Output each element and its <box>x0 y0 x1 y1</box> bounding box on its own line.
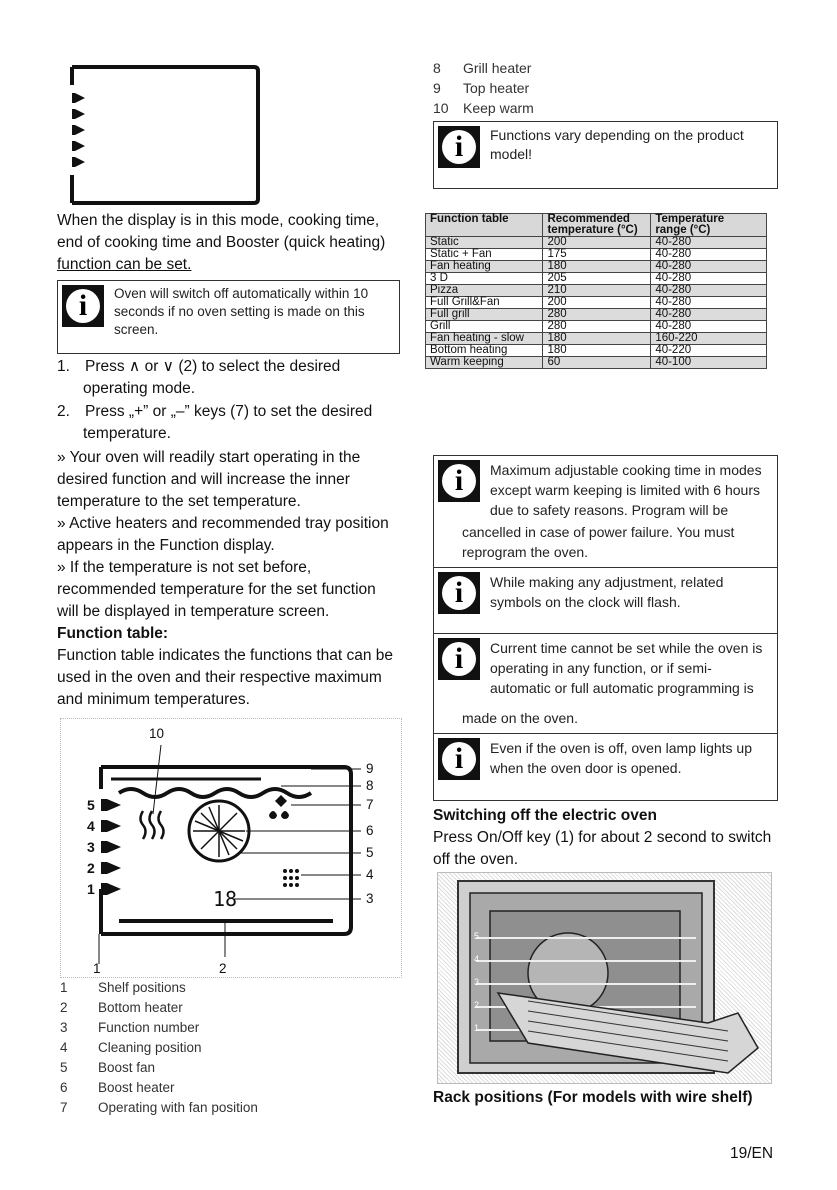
table-row: Bottom heating 180 40-220 <box>426 345 767 357</box>
table-row: Full grill 280 40-280 <box>426 309 767 321</box>
info-icon: i <box>438 638 480 680</box>
text-line: end of cooking time and Booster (quick heating) <box>57 234 386 251</box>
shelf-number: 5 <box>87 797 95 813</box>
function-table-heading: Function table: <box>57 625 169 642</box>
text-line: function can be set. <box>57 256 192 273</box>
shelf-number: 4 <box>87 818 95 834</box>
callout-7: 7 <box>366 797 374 812</box>
steps-list: 1. Press ∧ or ∨ (2) to select the desired operating mode. 2. Press „+” or „–” keys (7) to set the desired temperature. <box>57 358 373 442</box>
callout-5: 5 <box>366 845 374 860</box>
table-row: Warm keeping 60 40-100 <box>426 357 767 369</box>
table-row: Static + Fan 175 40-280 <box>426 249 767 261</box>
table-row: 3 D 205 40-280 <box>426 273 767 285</box>
info-icon: i <box>62 285 104 327</box>
table-header <box>426 214 767 237</box>
callout-1: 1 <box>93 961 101 976</box>
function-number-display: 18 <box>213 887 238 911</box>
callout-4: 4 <box>366 867 374 882</box>
info-icon: i <box>438 460 480 502</box>
text-line: When the display is in this mode, cooking time, <box>57 212 380 229</box>
page-number: 19/EN <box>730 1145 774 1162</box>
shelf-number: 1 <box>87 881 95 897</box>
callout-8: 8 <box>366 778 374 793</box>
adjustment-flash-note: i While making any adjustment, related symbols on the clock will flash. <box>433 567 778 635</box>
diagram-legend <box>60 978 390 1118</box>
auto-switch-off-note: i Oven will switch off automatically within 10 seconds if no oven setting is made on this screen. <box>57 280 400 354</box>
table-row: Pizza 210 40-280 <box>426 285 767 297</box>
table-row: Full Grill&Fan 200 40-280 <box>426 297 767 309</box>
switch-off-section: Switching off the electric oven Press On/Off key (1) for about 2 second to switch off the oven. <box>433 805 793 871</box>
info-icon: i <box>438 126 480 168</box>
shelf-number: 2 <box>87 860 95 876</box>
cooking-time-note: i Maximum adjustable cooking time in modes except warm keeping is limited with 6 hours due to safety reasons. Program will be cancelled in case of power failure. You must reprogram the oven. <box>433 455 778 569</box>
rack-number: 3 <box>474 977 480 987</box>
info-icon: i <box>438 572 480 614</box>
legend-item: 6 Boost heater <box>60 1080 175 1095</box>
function-display-diagram <box>60 718 402 978</box>
rack-number: 4 <box>474 954 480 964</box>
oven-lamp-note: i Even if the oven is off, oven lamp lights up when the oven door is opened. <box>433 733 778 801</box>
paragraphs: » Your oven will readily start operating in the desired function and will increase the inner temperature to the set temperature. » Active heaters and recommended tray position appears in the Function display. » If the temperature is not set before, recommended temperature for the set function will be displayed in temperature screen. Function table: Function table indicates the functions that can be used in the oven and their respective maximum and minimum temperatures. <box>57 447 407 711</box>
callout-9: 9 <box>366 761 374 776</box>
shelf-number: 3 <box>87 839 95 855</box>
functions-vary-note: i Functions vary depending on the product model! <box>433 121 778 189</box>
table-row: Grill 280 40-280 <box>426 321 767 333</box>
legend-item: 1 Shelf positions <box>60 980 186 995</box>
diagram-legend-continued <box>433 58 763 118</box>
intro-paragraph <box>57 210 407 276</box>
legend-item: 10 Keep warm <box>433 100 534 116</box>
legend-item: 2 Bottom heater <box>60 1000 183 1015</box>
rack-positions-caption: Rack positions (For models with wire shelf) <box>433 1089 753 1106</box>
column-header: Recommended temperature (°C) <box>543 214 651 237</box>
callout-2: 2 <box>219 961 227 976</box>
legend-item: 9 Top heater <box>433 80 530 96</box>
table-row: Static 200 40-280 <box>426 237 767 249</box>
rack-number: 5 <box>474 931 480 941</box>
table-row: Fan heating - slow 180 160-220 <box>426 333 767 345</box>
callout-3: 3 <box>366 891 374 906</box>
rack-number: 1 <box>474 1023 480 1033</box>
rack-number: 2 <box>474 1000 480 1010</box>
switch-off-heading: Switching off the electric oven <box>433 807 657 824</box>
legend-item: 3 Function number <box>60 1020 200 1035</box>
column-header: Function table <box>426 214 543 237</box>
info-icon: i <box>438 738 480 780</box>
legend-item: 5 Boost fan <box>60 1060 156 1075</box>
legend-item: 7 Operating with fan position <box>60 1100 258 1115</box>
table-row: Fan heating 180 40-280 <box>426 261 767 273</box>
legend-item: 8 Grill heater <box>433 60 532 76</box>
rack-positions-illustration <box>437 872 772 1084</box>
display-mode-illustration <box>64 63 264 206</box>
current-time-note: i Current time cannot be set while the oven is operating in any function, or if semi- automatic or full automatic programming is made on the oven. <box>433 633 778 735</box>
column-header: Temperature range (°C) <box>651 214 767 237</box>
callout-10: 10 <box>149 726 165 741</box>
legend-item: 4 Cleaning position <box>60 1040 202 1055</box>
function-table <box>425 213 767 369</box>
callout-6: 6 <box>366 823 374 838</box>
